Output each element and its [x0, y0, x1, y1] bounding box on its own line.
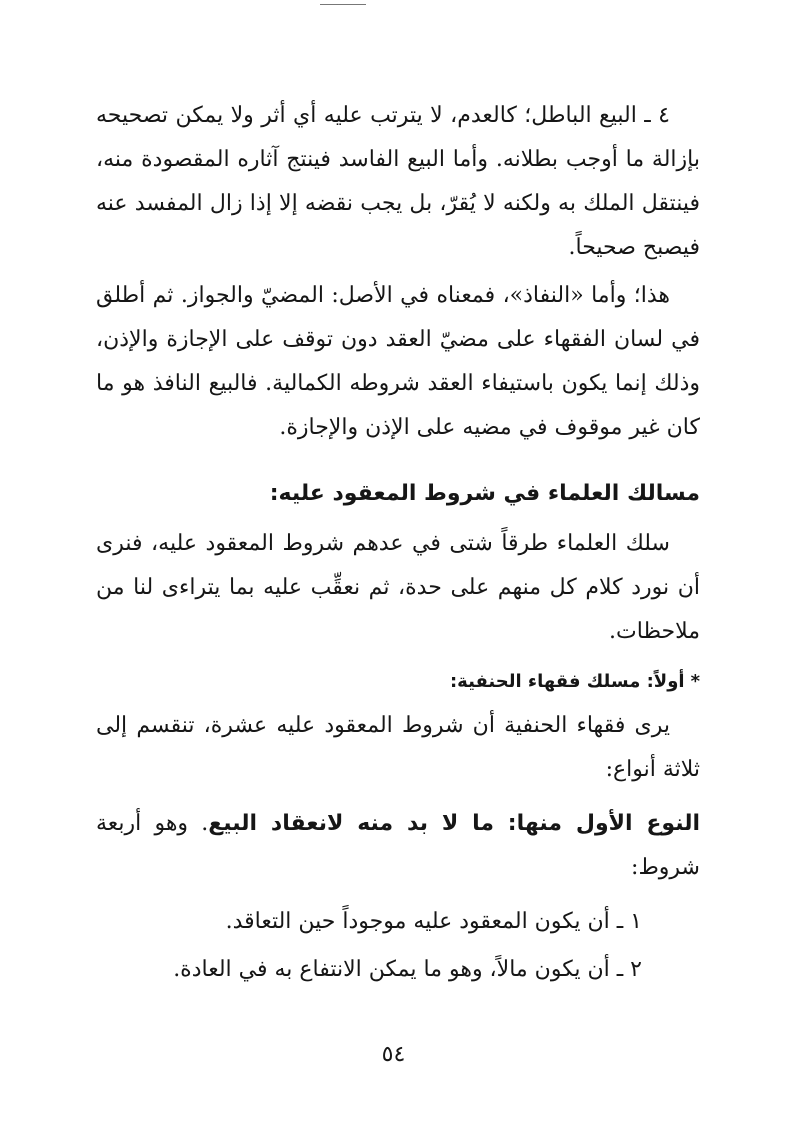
paragraph-void-sale: ٤ ـ البيع الباطل؛ كالعدم، لا يترتب عليه أي أثر ولا يمكن تصحيحه بإزالة ما أوجب بطلانه. وأما البيع الفاسد فينتج آثاره المقصودة منه، فينتقل الملك به ولكنه لا يُقرّ، بل يجب نقضه إلا إذا زال المفسد عنه فيصبح صحيحاً. — [96, 103, 700, 260]
top-rule — [320, 4, 366, 5]
sub-heading-hanafi — [96, 662, 700, 702]
paragraph-enforcement: هذا؛ وأما «النفاذ»، فمعناه في الأصل: المضيّ والجواز. ثم أطلق في لسان الفقهاء على مضيّ العقد دون توقف على الإجازة والإذن، وذلك إنما يكون باستيفاء العقد شروطه الكمالية. فالبيع النافذ هو ما كان غير موقوف في مضيه على الإذن والإجازة. — [96, 283, 700, 440]
paragraph-scholars-approaches: سلك العلماء طرقاً شتى في عدهم شروط المعقود عليه، فنرى أن نورد كلام كل منهم على حدة، ثم نعقِّب عليه بما يتراءى لنا من ملاحظات. — [96, 531, 700, 644]
list-item: ١ ـ أن يكون المعقود عليه موجوداً حين التعاقد. — [225, 909, 642, 934]
type-one-heading: النوع الأول منها: ما لا بد منه لانعقاد البيع — [208, 811, 700, 836]
paragraph-type-one — [96, 802, 700, 890]
page-content — [96, 94, 700, 994]
paragraph-hanafi-conditions: يرى فقهاء الحنفية أن شروط المعقود عليه عشرة، تنقسم إلى ثلاثة أنواع: — [96, 713, 700, 782]
asterisk-icon: * — [690, 671, 700, 692]
sub-heading-text: أولاً: مسلك فقهاء الحنفية: — [449, 671, 685, 692]
section-heading: مسالك العلماء في شروط المعقود عليه: — [269, 481, 700, 506]
type-one-text: . وهو أربعة شروط: — [96, 811, 700, 880]
page-number: ٥٤ — [381, 1042, 406, 1067]
list-item: ٢ ـ أن يكون مالاً، وهو ما يمكن الانتفاع به في العادة. — [173, 957, 642, 982]
